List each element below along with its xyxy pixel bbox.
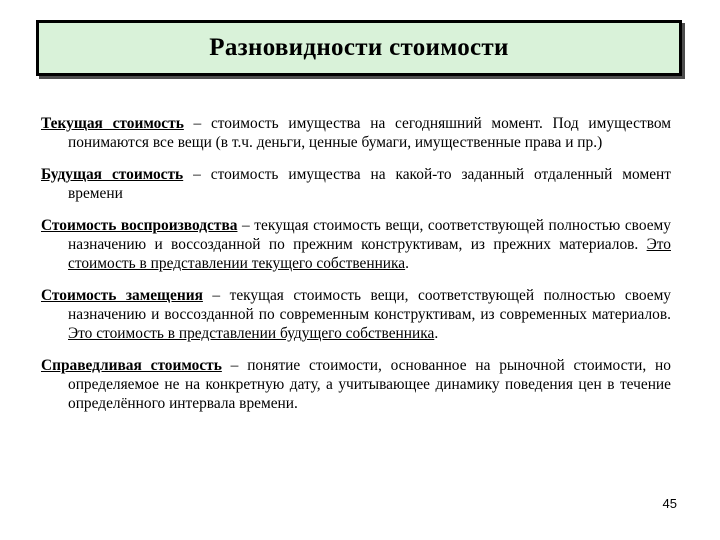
definition-text: – стоимость имущества на какой-то заданный отдаленный момент времени (68, 166, 671, 202)
term-future-value: Будущая стоимость (41, 166, 184, 183)
definition-reproduction-cost (41, 216, 671, 273)
definition-fair-value (41, 356, 671, 413)
term-current-value: Текущая стоимость (41, 115, 184, 132)
term-reproduction-cost: Стоимость воспроизводства (41, 217, 238, 234)
definition-replacement-cost (41, 286, 671, 343)
definitions-list (41, 114, 671, 426)
definition-tail: . (434, 325, 439, 342)
definition-current-value (41, 114, 671, 152)
page-number: 45 (662, 496, 677, 511)
definition-future-value (41, 165, 671, 203)
definition-text: – текущая стоимость вещи, соответствующей полностью своему назначению и воссозданной по современным конструктивам, из современных материалов. (68, 287, 672, 323)
title-banner (36, 20, 682, 76)
term-fair-value: Справедливая стоимость (41, 357, 222, 374)
term-replacement-cost: Стоимость замещения (41, 287, 203, 304)
definition-tail: . (405, 255, 409, 272)
definition-text: – понятие стоимости, основанное на рыночной стоимости, но определяемое не на конкретную дату, а учитывающее динамику поведения цен в течение определённого интервала времени. (68, 357, 671, 412)
definition-emphasis: Это стоимость в представлении будущего собственника (68, 325, 435, 342)
definition-text: – текущая стоимость вещи, соответствующей полностью своему назначению и воссозданной по прежним конструктивам, из прежних материалов. (68, 217, 671, 253)
definition-text: – стоимость имущества на сегодняшний момент. Под имуществом понимаются все вещи (в т.ч. деньги, ценные бумаги, имущественные права и пр.) (68, 115, 671, 151)
definition-emphasis: Это стоимость в представлении текущего собственника (68, 236, 671, 272)
slide-title: Разновидности стоимости (209, 34, 509, 61)
